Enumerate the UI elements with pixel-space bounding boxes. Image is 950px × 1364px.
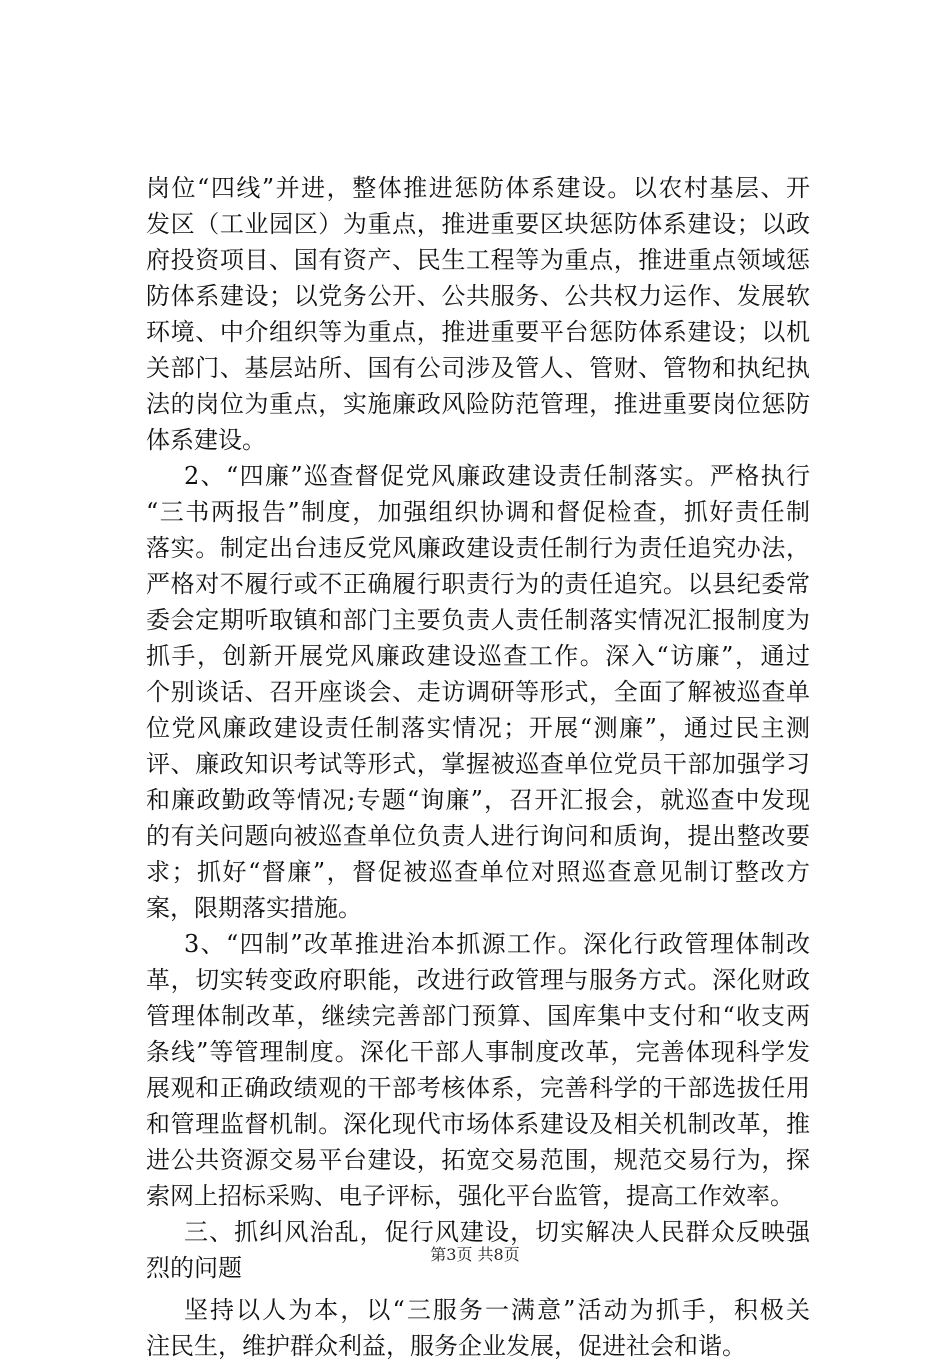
paragraph-4 <box>146 1292 810 1364</box>
text-line: 个别谈话、召开座谈会、走访调研等形式，全面了解被巡查单 <box>146 678 810 706</box>
paragraph-1 <box>146 170 810 458</box>
text-line: 注民生，维护群众利益，服务企业发展，促进社会和谐。 <box>146 1332 746 1360</box>
text-line: 坚持以人为本，以“三服务一满意”活动为抓手，积极关 <box>184 1296 810 1324</box>
text-line: 革，切实转变政府职能，改进行政管理与服务方式。深化财政 <box>146 966 810 994</box>
heading-line: 烈的问题 <box>146 1254 242 1282</box>
text-line: 和管理监督机制。深化现代市场体系建设及相关机制改革，推 <box>146 1110 810 1138</box>
text-line: 案，限期落实措施。 <box>146 894 362 922</box>
text-line: 严格对不履行或不正确履行职责行为的责任追究。以县纪委常 <box>146 570 810 598</box>
text-line: 展观和正确政绩观的干部考核体系，完善科学的干部选拔任用 <box>146 1074 810 1102</box>
text-line: 发区（工业园区）为重点，推进重要区块惩防体系建设；以政 <box>146 210 810 238</box>
text-line: “三书两报告”制度，加强组织协调和督促检查，抓好责任制 <box>146 498 810 526</box>
text-line: 和廉政勤政等情况;专题“询廉”，召开汇报会，就巡查中发现 <box>146 786 810 814</box>
text-line: 进公共资源交易平台建设，拓宽交易范围，规范交易行为，探 <box>146 1146 810 1174</box>
text-line: 落实。制定出台违反党风廉政建设责任制行为责任追究办法， <box>146 534 810 562</box>
text-line: 评、廉政知识考试等形式，掌握被巡查单位党员干部加强学习 <box>146 750 810 778</box>
text-line: 委会定期听取镇和部门主要负责人责任制落实情况汇报制度为 <box>146 606 810 634</box>
text-line: 3、“四制”改革推进治本抓源工作。深化行政管理体制改 <box>184 930 810 958</box>
text-line: 的有关问题向被巡查单位负责人进行询问和质询，提出整改要 <box>146 822 810 850</box>
text-line: 索网上招标采购、电子评标，强化平台监管，提高工作效率。 <box>146 1182 794 1210</box>
text-line: 关部门、基层站所、国有公司涉及管人、管财、管物和执纪执 <box>146 354 810 382</box>
text-line: 环境、中介组织等为重点，推进重要平台惩防体系建设；以机 <box>146 318 810 346</box>
text-line: 法的岗位为重点，实施廉政风险防范管理，推进重要岗位惩防 <box>146 390 810 418</box>
heading-line: 三、抓纠风治乱，促行风建设，切实解决人民群众反映强 <box>184 1218 810 1246</box>
text-line: 防体系建设；以党务公开、公共服务、公共权力运作、发展软 <box>146 282 810 310</box>
document-body <box>146 170 810 1364</box>
text-line: 体系建设。 <box>146 426 266 454</box>
page-number-footer: 第3页 共8页 <box>430 1245 520 1264</box>
text-line: 条线”等管理制度。深化干部人事制度改革，完善体现科学发 <box>146 1038 810 1066</box>
text-line: 抓手，创新开展党风廉政建设巡查工作。深入“访廉”，通过 <box>146 642 810 670</box>
text-line: 求；抓好“督廉”，督促被巡查单位对照巡查意见制订整改方 <box>146 858 810 886</box>
text-line: 府投资项目、国有资产、民生工程等为重点，推进重点领域惩 <box>146 246 810 274</box>
paragraph-3 <box>146 926 810 1214</box>
text-line: 2、“四廉”巡查督促党风廉政建设责任制落实。严格执行 <box>184 462 810 490</box>
text-line: 岗位“四线”并进，整体推进惩防体系建设。以农村基层、开 <box>146 174 810 202</box>
paragraph-2 <box>146 458 810 926</box>
text-line: 位党风廉政建设责任制落实情况；开展“测廉”，通过民主测 <box>146 714 810 742</box>
text-line: 管理体制改革，继续完善部门预算、国库集中支付和“收支两 <box>146 1002 810 1030</box>
